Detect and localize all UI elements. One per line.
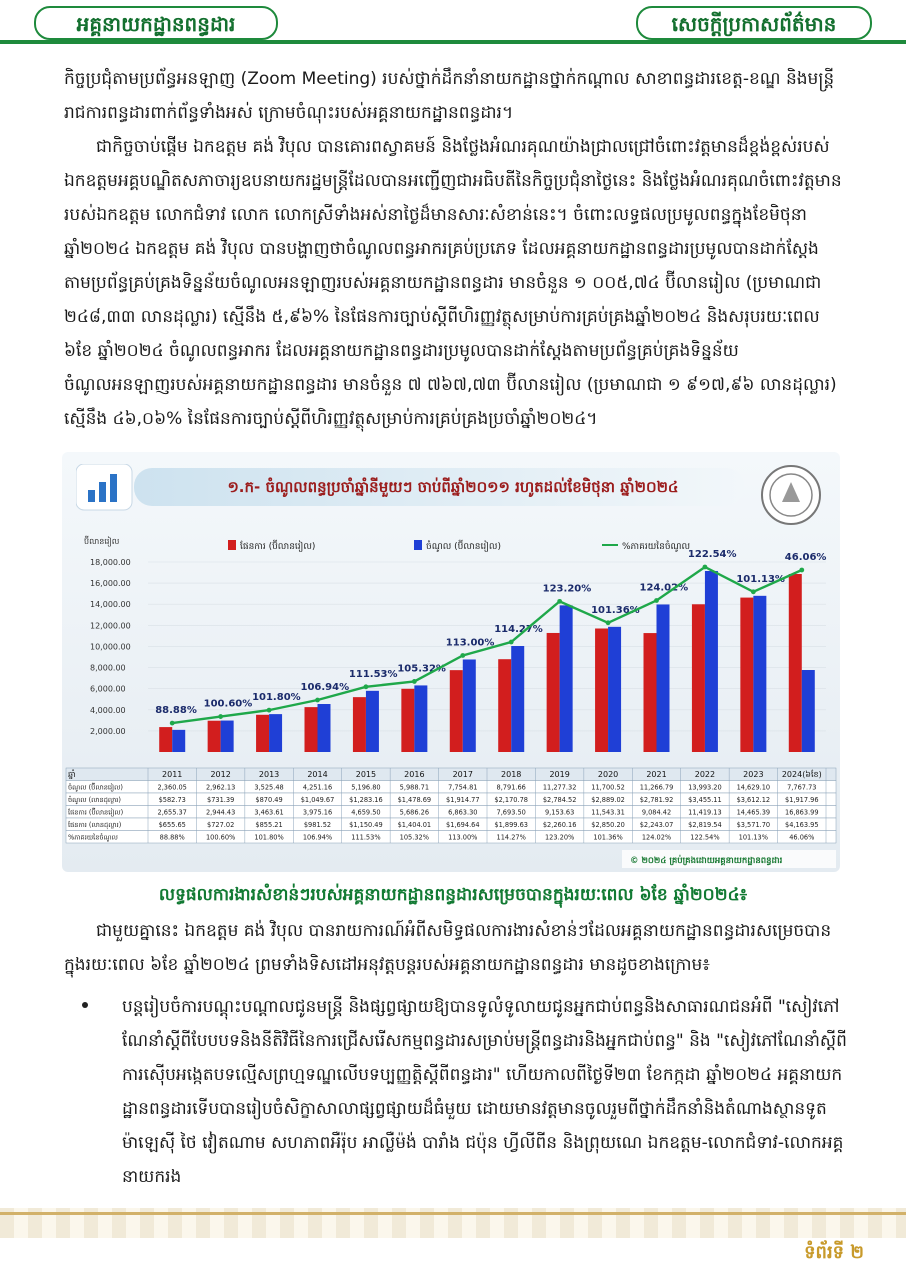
pct-data-label: 100.60% — [203, 698, 253, 710]
pct-point — [751, 589, 756, 594]
pct-point — [170, 721, 175, 726]
table-cell: 14,465.39 — [736, 808, 771, 817]
table-cell: ចំណូល (ប៊ីលានរៀល) — [68, 783, 123, 792]
section-caption: លទ្ធផលការងារសំខាន់ៗរបស់អគ្គនាយកដ្ឋានពន្ធដារសម្រេចបានក្នុងរយៈពេល ៦ខែ ឆ្នាំ២០២៤៖ — [158, 885, 748, 905]
bar-actual — [608, 627, 621, 752]
bar-actual — [705, 571, 718, 752]
header-tab-department: អគ្គនាយកដ្ឋានពន្ធដារ — [34, 6, 278, 40]
table-cell: 2021 — [646, 770, 667, 779]
y-tick-label: 14,000.00 — [90, 600, 131, 610]
revenue-chart — [62, 452, 840, 872]
table-cell: $2,260.16 — [542, 821, 577, 829]
table-cell: $1,049.67 — [300, 796, 335, 804]
table-cell: 11,543.31 — [591, 808, 625, 817]
table-cell: $855.21 — [255, 821, 283, 829]
table-cell: 3,463.61 — [254, 808, 284, 817]
y-tick-label: 2,000.00 — [90, 726, 126, 736]
table-cell: 7,767.73 — [787, 783, 817, 792]
table-cell: $1,150.49 — [349, 821, 383, 829]
chart-title: ១.ក- ចំណូលពន្ធប្រចាំឆ្នាំនីមួយៗ ចាប់ពីឆ្នាំ២០១១ រហូតដល់ខែមិថុនា ឆ្នាំ២០២៤ — [227, 478, 679, 496]
table-cell: $3,571.70 — [736, 821, 771, 829]
header-tab-press-release: សេចក្តីប្រកាសព័ត៌មាន — [636, 6, 872, 40]
pct-point — [606, 620, 611, 625]
bar-plan — [305, 707, 318, 752]
y-tick-label: 10,000.00 — [90, 642, 131, 652]
pct-data-label: 123.20% — [542, 583, 592, 595]
bar-plan — [789, 574, 802, 752]
pct-data-label: 113.00% — [445, 637, 495, 649]
table-cell: 106.94% — [302, 833, 333, 842]
header-divider — [0, 40, 906, 44]
table-cell: ផែនការ (លានដុល្លារ) — [68, 821, 122, 829]
pct-data-label: 101.13% — [736, 573, 785, 585]
pct-data-label: 105.32% — [397, 663, 446, 675]
table-cell: 2015 — [355, 770, 377, 779]
table-cell: $2,819.54 — [688, 821, 722, 829]
y-axis-title: ប៊ីលានរៀល — [84, 537, 120, 546]
table-cell: $1,694.64 — [446, 821, 480, 829]
table-cell: 105.32% — [399, 833, 430, 842]
table-cell: ផែនការ (ប៊ីលានរៀល) — [68, 808, 124, 817]
legend-swatch-actual — [414, 540, 422, 550]
pct-point — [267, 708, 272, 713]
footer-divider — [0, 1212, 906, 1215]
table-cell: 11,700.52 — [591, 783, 625, 792]
bar-actual — [221, 721, 234, 752]
table-cell: $2,784.52 — [542, 796, 577, 804]
table-cell: 6,863.30 — [448, 808, 478, 817]
bar-plan — [692, 604, 705, 752]
y-tick-label: 12,000.00 — [90, 621, 131, 631]
legend-swatch-plan — [228, 540, 236, 550]
table-cell: 2,655.37 — [157, 808, 187, 817]
pct-point — [315, 698, 320, 703]
y-tick-label: 8,000.00 — [90, 663, 126, 673]
paragraph-2: ជាកិច្ចចាប់ផ្តើម ឯកឧត្តម គង់ វិបុល បានគោរពស្វាគមន៍ និងថ្លែងអំណរគុណយ៉ាងជ្រាលជ្រៅចំពោះវត្តមានដ៏ខ្ពង់ខ្ពស់របស់ឯកឧត្តមអគ្គបណ្ឌិតសភាចារ្យឧបនាយករដ្ឋមន្ត្រីដែលបានអញ្ជើញជាអធិបតីនៃកិច្ចប្រជុំនាថ្ងៃនេះ និងថ្លែងអំណរគុណចំពោះវត្តមានរបស់ឯកឧត្តម លោកជំទាវ លោក លោកស្រីទាំងអស់នាថ្ងៃដ៏មានសារៈសំខាន់នេះ។ ចំពោះលទ្ធផលប្រមូលពន្ធក្នុងខែមិថុនា ឆ្នាំ២០២៤ ឯកឧត្តម គង់ វិបុល បានបង្ហាញថាចំណូលពន្ធអាករគ្រប់ប្រភេទ ដែលអគ្គនាយកដ្ឋានពន្ធដារប្រមូលបានដាក់ស្តែង តាមប្រព័ន្ធគ្រប់គ្រងទិន្នន័យចំណូលអនឡាញរបស់អគ្គនាយកដ្ឋានពន្ធដារ មានចំនួន ១ ០០៥,៧៤ ប៊ីលានរៀល (ប្រមាណជា ២៤៨,៣៣ លានដុល្លារ) ស្មើនឹង ៥,៩៦% នៃផែនការច្បាប់ស្តីពីហិរញ្ញវត្ថុសម្រាប់ការគ្រប់គ្រងឆ្នាំ២០២៤ និងសរុបរយៈពេល ៦ខែ ឆ្នាំ២០២៤ ចំណូលពន្ធអាករ ដែលអគ្គនាយកដ្ឋានពន្ធដារប្រមូលបានដាក់ស្តែងតាមប្រព័ន្ធគ្រប់គ្រងទិន្នន័យចំណូលអនឡាញរបស់អគ្គនាយកដ្ឋានពន្ធដារ មានចំនួន ៧ ៧៦៧,៧៣ ប៊ីលានរៀល (ប្រមាណជា ១ ៩១៧,៩៦ លានដុល្លារ) ស្មើនឹង ៤៦,០៦% នៃផែនការច្បាប់ស្តីពីហិរញ្ញវត្ថុសម្រាប់ការគ្រប់គ្រងប្រចាំឆ្នាំ២០២៤។ — [64, 137, 842, 429]
table-cell: $582.73 — [158, 796, 186, 804]
bar-plan — [740, 598, 753, 752]
table-cell: 5,686.26 — [399, 808, 430, 817]
pct-point — [460, 653, 465, 658]
pct-point — [799, 568, 804, 573]
pct-data-label: 88.88% — [155, 705, 197, 717]
table-cell: $727.02 — [207, 821, 235, 829]
bar-plan — [644, 633, 657, 752]
table-cell: $1,478.69 — [397, 796, 432, 804]
pct-data-label: 101.80% — [252, 692, 301, 704]
pct-data-label: 122.54% — [687, 548, 737, 560]
table-cell: 122.54% — [690, 833, 720, 842]
table-cell: $3,455.11 — [688, 796, 722, 804]
table-cell: 11,419.13 — [688, 808, 722, 817]
pct-data-label: 124.02% — [639, 582, 689, 594]
pct-point — [218, 714, 223, 719]
bullet-item-1: បន្តរៀបចំការបណ្តុះបណ្តាលជូនមន្ត្រី និងផ្សព្វផ្សាយឱ្យបានទូលំទូលាយជូនអ្នកជាប់ពន្ធនិងសាធារណជនអំពី "សៀវភៅណែនាំស្តីពីបែបបទនិងនីតិវិធីនៃការជ្រើសរើសកម្មពន្ធដារសម្រាប់មន្ត្រីពន្ធដារនិងអ្នកជាប់ពន្ធ" និង "សៀវភៅណែនាំស្តីពីការស៊ើបអង្កេតបទល្មើសព្រហ្មទណ្ឌលើបទប្បញ្ញត្តិស្តីពីពន្ធដារ" ហើយកាលពីថ្ងៃទី២៣ ខែកក្កដា ឆ្នាំ២០២៤ អគ្គនាយកដ្ឋានពន្ធដារទើបបានរៀបចំសិក្ខាសាលាផ្សព្វផ្សាយដ៏ធំមួយ ដោយមានវត្តមានចូលរួមពីថ្នាក់ដឹកនាំនិងតំណាងស្ថានទូតម៉ាឡេស៊ី ថៃ វៀតណាម សហភាពអឺរ៉ុប អាល្លឺម៉ង់ បារាំង ជប៉ុន ហ្វីលីពីន និងព្រុយណេ ឯកឧត្តម-លោកជំទាវ-លោកអគ្គនាយករង — [122, 997, 847, 1187]
table-cell: 2,962.13 — [205, 783, 236, 792]
table-cell: 2,360.05 — [157, 783, 187, 792]
legend-label-pct: %ភាគរយនៃចំណូល — [622, 542, 691, 552]
bar-actual — [172, 730, 185, 752]
pct-data-label: 114.27% — [494, 624, 543, 636]
table-cell: $870.49 — [255, 796, 283, 804]
table-cell: 2023 — [743, 770, 764, 779]
pct-data-label: 46.06% — [784, 551, 827, 563]
bullet-marker — [82, 1002, 88, 1008]
table-cell: 2014 — [307, 770, 328, 779]
bar-plan — [401, 689, 414, 752]
table-cell: 2,944.43 — [205, 808, 236, 817]
y-tick-label: 6,000.00 — [90, 684, 126, 694]
bar-plan — [450, 670, 463, 752]
table-cell: 2012 — [210, 770, 231, 779]
bar-plan — [159, 727, 172, 752]
bar-plan — [498, 659, 511, 752]
table-cell: 9,153.63 — [544, 808, 575, 817]
table-cell: 8,791.66 — [496, 783, 526, 792]
table-cell: 2017 — [452, 770, 473, 779]
pct-data-label: 101.36% — [591, 604, 640, 616]
table-cell: 101.80% — [254, 833, 284, 842]
table-cell: ឆ្នាំ — [68, 770, 76, 779]
table-cell: 101.13% — [738, 833, 769, 842]
paragraph-3: ជាមួយគ្នានេះ ឯកឧត្តម គង់ វិបុល បានរាយការណ៍អំពីសមិទ្ធផលការងារសំខាន់ៗដែលអគ្គនាយកដ្ឋានពន្ធដារសម្រេចបានក្នុងរយៈពេល ៦ខែ ឆ្នាំ២០២៤ ព្រមទាំងទិសដៅអនុវត្តបន្តរបស់អគ្គនាយកដ្ឋានពន្ធដារ មានដូចខាងក្រោម៖ — [64, 921, 832, 975]
table-cell: 113.00% — [448, 833, 478, 842]
table-cell: 111.53% — [351, 833, 381, 842]
table-cell: 5,196.80 — [351, 783, 381, 792]
table-cell: 88.88% — [159, 833, 185, 842]
table-cell: 46.06% — [789, 833, 815, 842]
page-number: ទំព័រទី ២ — [804, 1242, 864, 1263]
table-cell: $1,283.16 — [349, 796, 383, 804]
bar-plan — [208, 721, 221, 752]
table-cell: 7,693.50 — [496, 808, 526, 817]
table-cell: $981.52 — [303, 821, 332, 829]
paragraph-1: កិច្ចប្រជុំតាមប្រព័ន្ធអនឡាញ (Zoom Meeting) របស់ថ្នាក់ដឹកនាំនាយកដ្ឋានថ្នាក់កណ្តាល សាខាពន្ធដារខេត្ត-ខណ្ឌ និងមន្ត្រីរាជការពន្ធដារពាក់ព័ន្ធទាំងអស់ ក្រោមចំណុះរបស់អគ្គនាយកដ្ឋានពន្ធដារ។ — [64, 69, 835, 123]
table-cell: 3,525.48 — [254, 783, 284, 792]
table-cell: 2018 — [501, 770, 522, 779]
table-cell: 9,084.42 — [641, 808, 672, 817]
table-cell: $2,850.20 — [591, 821, 625, 829]
legend-label-actual: ចំណូល (ប៊ីលានរៀល) — [426, 542, 501, 552]
table-cell: $3,612.12 — [736, 796, 771, 804]
table-cell: $2,781.92 — [639, 796, 674, 804]
y-tick-label: 4,000.00 — [90, 705, 126, 715]
table-cell: %ភាគរយនៃចំណូល — [68, 833, 118, 842]
table-cell: $1,914.77 — [446, 796, 480, 804]
table-cell: 2016 — [404, 770, 425, 779]
table-cell: 4,659.50 — [351, 808, 381, 817]
bar-actual — [753, 596, 766, 752]
bar-actual — [657, 604, 670, 752]
pct-data-label: 111.53% — [348, 668, 398, 680]
table-cell: 124.02% — [641, 833, 672, 842]
table-cell: 3,975.16 — [302, 808, 333, 817]
table-cell: 2024(៦ខែ) — [781, 770, 822, 779]
chart-credit: © ២០២៤ គ្រប់គ្រងដោយអគ្គនាយកដ្ឋានពន្ធដារ — [630, 856, 783, 866]
bar-actual — [511, 646, 524, 752]
table-cell: 123.20% — [544, 833, 575, 842]
table-cell: $2,243.07 — [639, 821, 674, 829]
table-cell: $731.39 — [207, 796, 235, 804]
table-cell: 101.36% — [593, 833, 623, 842]
bar-plan — [353, 697, 366, 752]
table-cell: 2019 — [549, 770, 570, 779]
table-cell: 2022 — [694, 770, 716, 779]
table-cell: 13,993.20 — [688, 783, 722, 792]
table-cell: ចំណូល (លានដុល្លារ) — [68, 796, 121, 804]
table-cell: 14,629.10 — [736, 783, 771, 792]
table-cell: 11,277.32 — [542, 783, 577, 792]
table-cell: $2,889.02 — [591, 796, 625, 804]
bar-plan — [256, 715, 269, 752]
table-cell: $1,917.96 — [785, 796, 819, 804]
pct-point — [654, 598, 659, 603]
bar-plan — [547, 633, 560, 752]
pct-data-label: 106.94% — [300, 682, 350, 694]
bar-actual — [318, 704, 331, 752]
bar-actual — [269, 714, 282, 752]
table-cell: 2020 — [597, 770, 619, 779]
table-cell: $2,170.78 — [494, 796, 528, 804]
bar-plan — [595, 628, 608, 752]
bar-actual — [560, 605, 573, 752]
bar-actual — [802, 670, 815, 752]
legend-label-plan: ផែនការ (ប៊ីលានរៀល) — [240, 542, 316, 552]
table-cell: 16,863.99 — [785, 808, 819, 817]
bar-actual — [414, 685, 427, 752]
table-cell: 5,988.71 — [399, 783, 430, 792]
y-tick-label: 18,000.00 — [90, 558, 131, 567]
table-cell: 100.60% — [205, 833, 236, 842]
pct-point — [509, 640, 514, 645]
table-cell: 11,266.79 — [639, 783, 674, 792]
table-cell: $1,899.63 — [494, 821, 528, 829]
bar-actual — [463, 659, 476, 752]
pct-point — [703, 565, 708, 570]
table-cell: 114.27% — [496, 833, 526, 842]
table-cell: 4,251.16 — [302, 783, 333, 792]
pct-point — [557, 599, 562, 604]
pct-point — [364, 684, 369, 689]
y-tick-label: 16,000.00 — [90, 579, 131, 589]
table-cell: $1,404.01 — [397, 821, 432, 829]
table-cell: $4,163.95 — [785, 821, 819, 829]
table-cell: 2011 — [162, 770, 183, 779]
table-cell: 2013 — [258, 770, 280, 779]
bar-actual — [366, 691, 379, 752]
pct-point — [412, 679, 417, 684]
chart-plot — [62, 452, 840, 872]
table-cell: 7,754.81 — [448, 783, 478, 792]
table-cell: $655.65 — [158, 821, 186, 829]
